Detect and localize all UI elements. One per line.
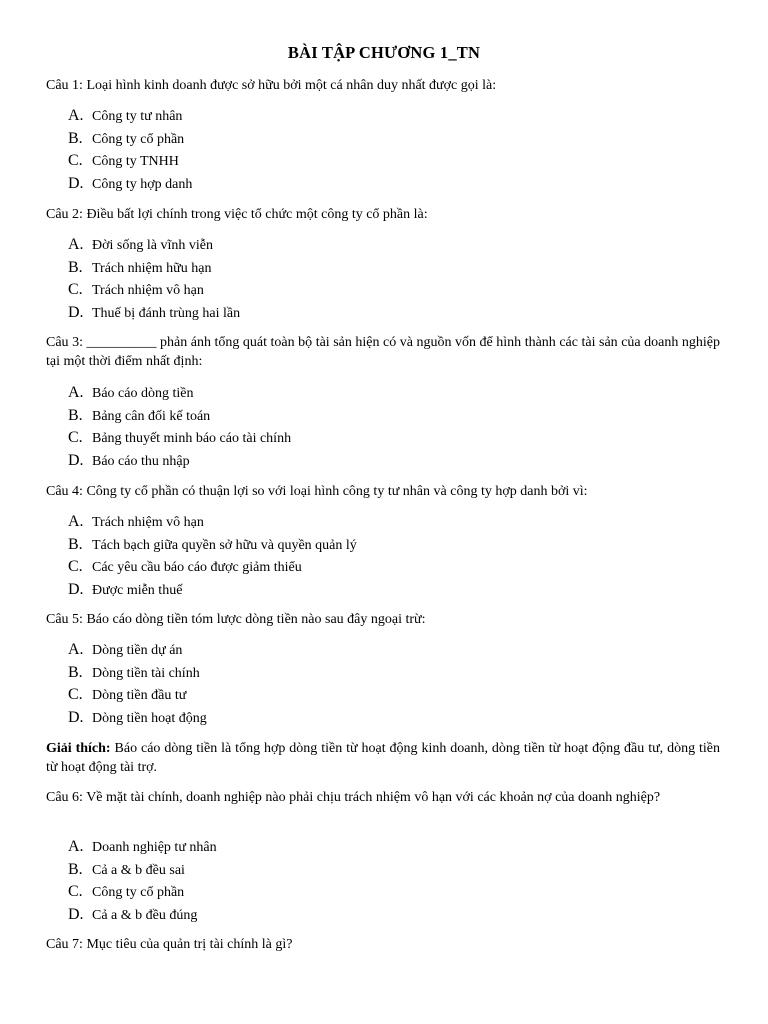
explanation-label: Giải thích: xyxy=(46,741,111,756)
question-5: Câu 5: Báo cáo dòng tiền tóm lược dòng tiền nào sau đây ngoại trừ: xyxy=(46,612,426,627)
question-3-option-b xyxy=(68,406,708,426)
option-letter: D. xyxy=(68,451,84,469)
option-text: Công ty cổ phần xyxy=(92,131,185,147)
question-7: Câu 7: Mục tiêu của quản trị tài chính là gì? xyxy=(46,937,293,952)
option-letter: A. xyxy=(68,641,84,658)
option-text: Trách nhiệm vô hạn xyxy=(92,283,204,298)
question-5-option-c xyxy=(68,685,708,705)
option-text: Bảng cân đối kế toán xyxy=(92,408,211,424)
question-1-option-d xyxy=(68,174,708,194)
question-5-option-a xyxy=(68,640,708,660)
option-letter: B. xyxy=(68,860,83,878)
option-letter: A. xyxy=(68,236,84,253)
option-text: Trách nhiệm vô hạn xyxy=(92,515,204,530)
option-letter: B. xyxy=(68,535,83,553)
option-text: Trách nhiệm hữu hạn xyxy=(92,260,212,276)
question-6-option-d xyxy=(68,905,708,925)
question-2: Câu 2: Điều bất lợi chính trong việc tổ chức một công ty cổ phần là: xyxy=(46,207,428,222)
option-letter: B. xyxy=(68,129,83,147)
question-6-option-a xyxy=(68,837,708,857)
question-2-option-c xyxy=(68,280,708,300)
option-letter: B. xyxy=(68,663,83,681)
question-4-option-d xyxy=(68,580,708,600)
question-2-option-b xyxy=(68,258,708,278)
option-letter: C. xyxy=(68,152,83,169)
option-text: Cả a & b đều đúng xyxy=(92,907,198,923)
option-text: Tách bạch giữa quyền sở hữu và quyền quản lý xyxy=(92,537,357,553)
option-text: Cả a & b đều sai xyxy=(92,862,185,878)
option-letter: A. xyxy=(68,107,84,124)
option-text: Thuế bị đánh trùng hai lần xyxy=(92,305,241,321)
option-letter: B. xyxy=(68,406,83,424)
option-letter: A. xyxy=(68,384,84,401)
question-5-option-b xyxy=(68,663,708,683)
question-4-option-a xyxy=(68,512,708,532)
option-letter: D. xyxy=(68,905,84,923)
option-letter: D. xyxy=(68,580,84,598)
question-6-option-b xyxy=(68,860,708,880)
explanation xyxy=(46,739,720,777)
option-text: Công ty tư nhân xyxy=(92,109,183,124)
question-3: Câu 3: __________ phản ánh tổng quát toàn bộ tài sản hiện có và nguồn vốn để hình thành các tài sản của doanh nghiệp tại một thời điểm nhất định: xyxy=(46,335,720,369)
question-3-option-d xyxy=(68,451,708,471)
question-6-option-c xyxy=(68,882,708,902)
question-1-option-b xyxy=(68,129,708,149)
question-2-option-a xyxy=(68,235,708,255)
question-2-option-d xyxy=(68,303,708,323)
explanation-text: Báo cáo dòng tiền là tổng hợp dòng tiền từ hoạt động kinh doanh, dòng tiền từ hoạt động đầu tư, dòng tiền từ hoạt động tài trợ. xyxy=(46,741,720,775)
option-letter: C. xyxy=(68,281,83,298)
page-title: BÀI TẬP CHƯƠNG 1_TN xyxy=(287,43,481,62)
option-text: Bảng thuyết minh báo cáo tài chính xyxy=(92,431,292,446)
option-text: Dòng tiền đầu tư xyxy=(92,688,187,703)
option-text: Dòng tiền tài chính xyxy=(92,665,200,681)
question-1: Câu 1: Loại hình kinh doanh được sở hữu bởi một cá nhân duy nhất được gọi là: xyxy=(46,78,497,93)
option-letter: A. xyxy=(68,513,84,530)
option-text: Đời sống là vĩnh viễn xyxy=(92,238,213,253)
question-5-option-d xyxy=(68,708,708,728)
option-letter: D. xyxy=(68,174,84,192)
option-letter: C. xyxy=(68,686,83,703)
option-text: Các yêu cầu báo cáo được giảm thiểu xyxy=(92,560,302,575)
option-text: Báo cáo dòng tiền xyxy=(92,386,194,401)
question-3-option-a xyxy=(68,383,708,403)
option-text: Công ty TNHH xyxy=(92,154,179,169)
option-letter: C. xyxy=(68,429,83,446)
option-text: Công ty hợp danh xyxy=(92,176,193,192)
question-4: Câu 4: Công ty cổ phần có thuận lợi so với loại hình công ty tư nhân và công ty hợp danh bởi vì: xyxy=(46,484,588,499)
option-text: Báo cáo thu nhập xyxy=(92,453,190,469)
option-text: Công ty cổ phần xyxy=(92,885,185,900)
question-1-option-c xyxy=(68,151,708,171)
option-text: Được miễn thuế xyxy=(92,582,183,598)
option-letter: C. xyxy=(68,883,83,900)
question-6: Câu 6: Về mặt tài chính, doanh nghiệp nào phải chịu trách nhiệm vô hạn với các khoản nợ của doanh nghiệp? xyxy=(46,790,661,805)
option-letter: D. xyxy=(68,303,84,321)
option-letter: A. xyxy=(68,838,84,855)
option-letter: D. xyxy=(68,708,84,726)
question-3-option-c xyxy=(68,428,708,448)
option-text: Doanh nghiệp tư nhân xyxy=(92,840,217,855)
option-letter: C. xyxy=(68,558,83,575)
option-letter: B. xyxy=(68,258,83,276)
option-text: Dòng tiền dự án xyxy=(92,643,183,658)
option-text: Dòng tiền hoạt động xyxy=(92,710,207,726)
question-4-option-c xyxy=(68,557,708,577)
question-4-option-b xyxy=(68,535,708,555)
question-1-option-a xyxy=(68,106,708,126)
